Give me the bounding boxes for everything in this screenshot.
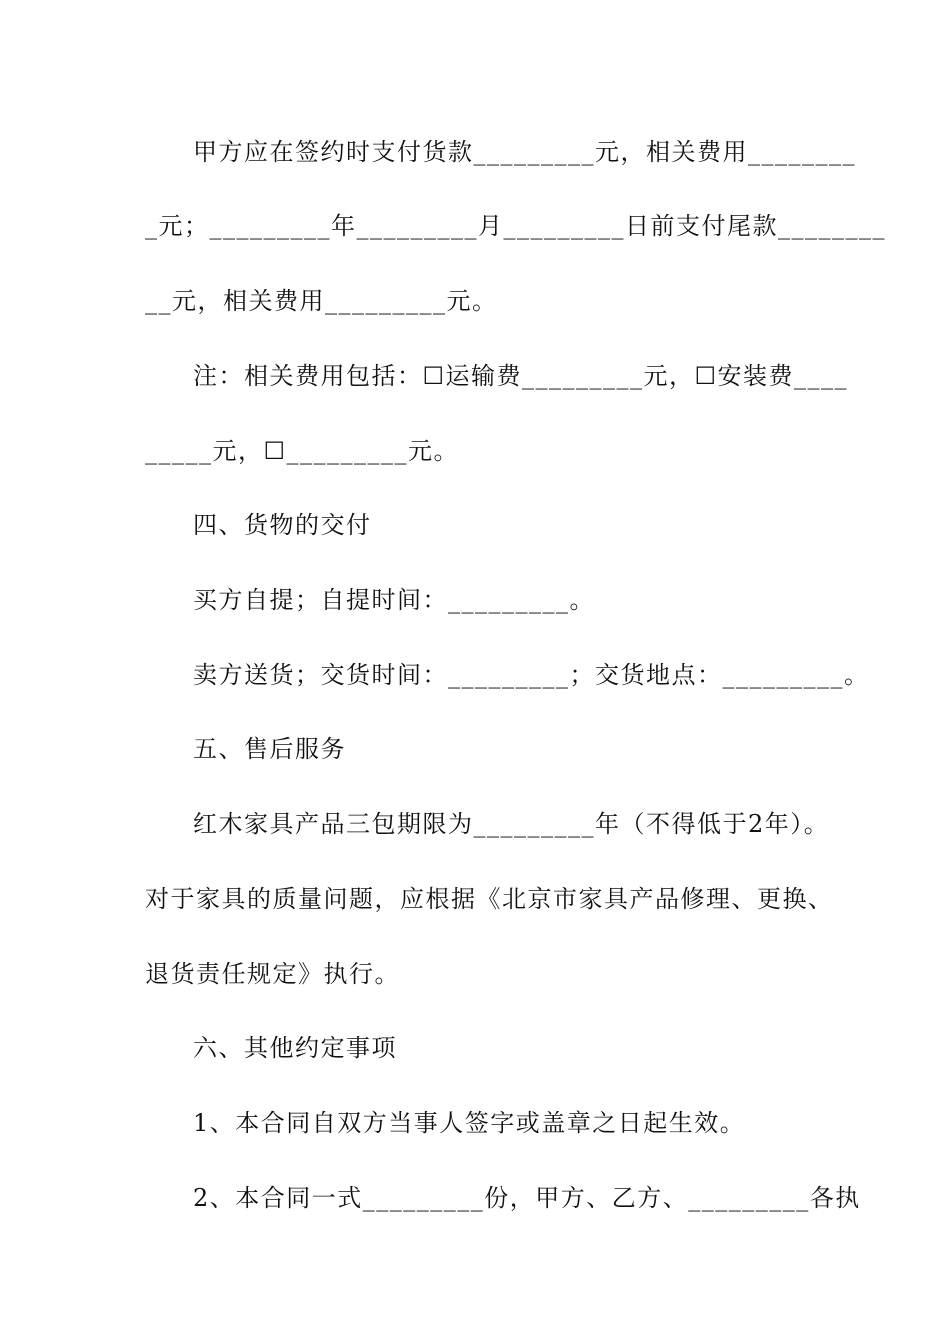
payment-terms-line-1: 甲方应在签约时支付货款_________元，相关费用________ [193,138,856,166]
warranty-line-3: 退货责任规定》执行。 [145,960,400,988]
section-5-heading: 五、售后服务 [193,735,346,763]
warranty-line-2: 对于家具的质量问题，应根据《北京市家具产品修理、更换、 [145,885,834,913]
section-4-heading: 四、货物的交付 [193,511,372,539]
fees-note-line-1: 注：相关费用包括：☐运输费_________元，☐安装费____ [193,362,849,390]
payment-terms-line-2: _元；_________年_________月_________日前支付尾款________ [145,212,886,240]
self-pickup-line: 买方自提；自提时间：_________。 [193,586,595,614]
section-6-heading: 六、其他约定事项 [193,1034,397,1062]
payment-terms-line-3: __元，相关费用_________元。 [145,287,498,315]
fees-note-line-2: _____元，☐_________元。 [145,437,460,465]
clause-2-line: 2、本合同一式_________份，甲方、乙方、_________各执 [193,1184,861,1212]
warranty-line-1: 红木家具产品三包期限为_________年（不得低于2年）。 [193,810,830,838]
clause-1-line: 1、本合同自双方当事人签字或盖章之日起生效。 [193,1109,746,1137]
seller-delivery-line: 卖方送货；交货时间：_________；交货地点：_________。 [193,661,870,689]
